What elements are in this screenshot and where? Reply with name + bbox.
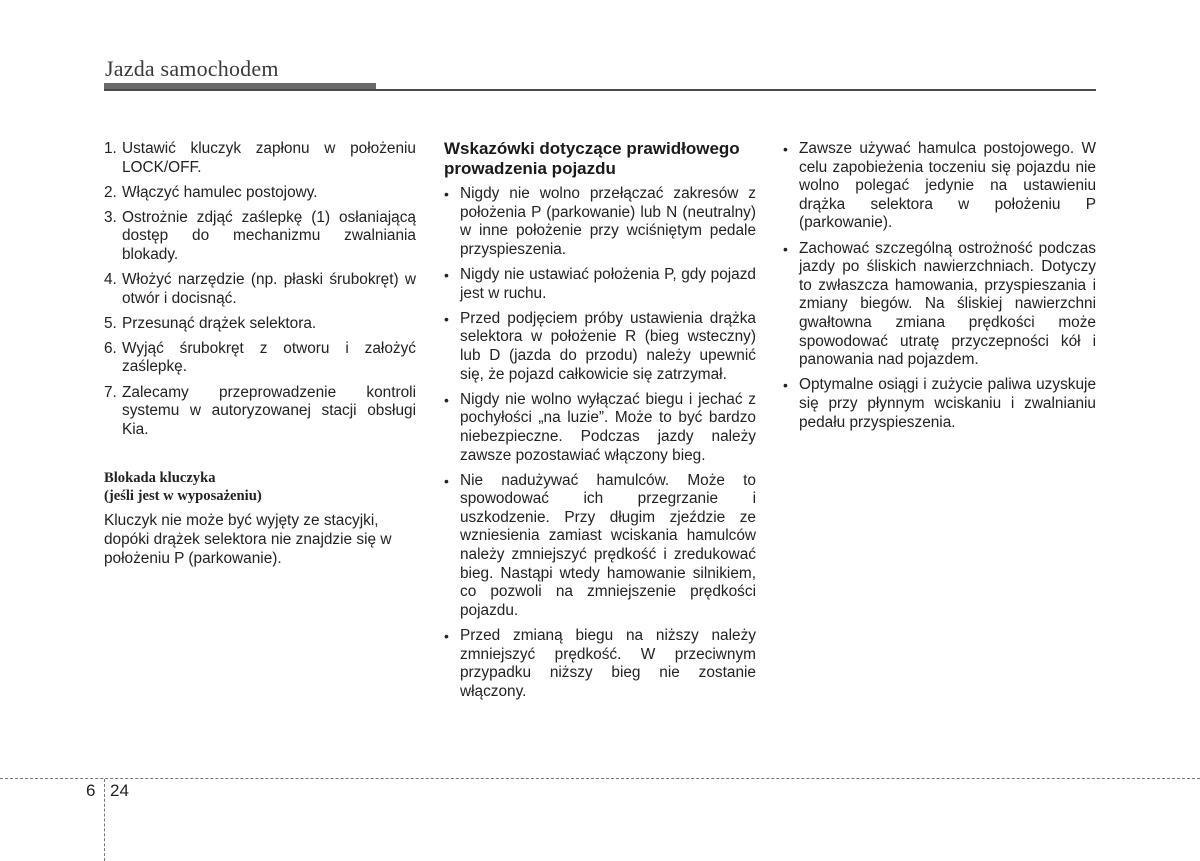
step-item (104, 209, 416, 265)
list-item-text: Nie nadużywać hamulców. Może to spowodować ich przegrzanie i uszkodzenie. Przy długim zjeździe ze wzniesienia zamiast wciskania hamulców należy zmniejszyć prędkość i zredukować bieg. Nastąpi wtedy hamowanie silnikiem, co pozwoli na zmniejszenie prędkości pojazdu. (460, 471, 756, 619)
step-number: 1. (104, 140, 117, 157)
driving-tips-list (444, 185, 756, 701)
list-item-text: Zawsze używać hamulca postojowego. W celu zapobieżenia toczeniu się pojazdu nie wolno polegać jedynie na ustawieniu drążka selektora w położeniu P (parkowanie). (799, 140, 1096, 232)
list-item-text: Nigdy nie ustawiać położenia P, gdy pojazd jest w ruchu. (460, 265, 756, 302)
header-rule (104, 89, 1096, 91)
step-text: Włączyć hamulec postojowy. (122, 183, 318, 201)
bullet-icon: • (783, 377, 788, 394)
subheading-line: (jeśli jest w wyposażeniu) (104, 488, 262, 505)
step-item (104, 184, 416, 203)
list-item (444, 391, 756, 465)
list-item (444, 310, 756, 384)
page-number: 24 (110, 781, 129, 800)
list-item-text: Przed zmianą biegu na niższy należy zmniejszyć prędkość. W przeciwnym przypadku niższy bieg nie zostanie włączony. (460, 627, 756, 700)
step-number: 3. (104, 208, 117, 226)
list-item (444, 266, 756, 303)
subheading-line: Blokada kluczyka (104, 470, 216, 487)
procedure-steps (104, 140, 416, 439)
middle-column (444, 140, 756, 708)
step-number: 2. (104, 183, 117, 201)
section-heading: Wskazówki dotyczące prawidłowego prowadzenia pojazdu (444, 139, 740, 178)
bullet-icon: • (783, 240, 788, 257)
key-lock-paragraph: Kluczyk nie może być wyjęty ze stacyjki, dopóki drążek selektora nie znajdzie się w położeniu P (parkowanie). (104, 512, 392, 567)
list-item-text: Zachować szczególną ostrożność podczas jazdy po śliskich nawierzchniach. Dotyczy to zwłaszcza hamowania, przyspieszania i zmiany biegów. Na śliskiej nawierzchni gwałtowna zmiana prędkości może spowodować utratę przyczepności kół i panowania nad pojazdem. (799, 239, 1096, 369)
footer-divider (0, 778, 1200, 779)
list-item-text: Przed podjęciem próby ustawienia drążka selektora w położenie R (bieg wsteczny) lub D (jazda do przodu) należy upewnić się, że pojazd całkowicie się zatrzymał. (460, 309, 756, 383)
list-item (783, 376, 1096, 432)
list-item (444, 472, 756, 621)
key-lock-subheading (104, 469, 416, 505)
bullet-icon: • (783, 141, 788, 157)
bullet-icon: • (444, 628, 449, 645)
list-item (783, 140, 1096, 233)
step-text: Włożyć narzędzie (np. płaski śrubokręt) w otwór i docisnąć. (122, 271, 416, 307)
step-text: Ostrożnie zdjąć zaślepkę (1) osłaniającą dostęp do mechanizmu zwalniania blokady. (122, 208, 416, 263)
step-item (104, 340, 416, 377)
list-item (444, 185, 756, 259)
step-item (104, 271, 416, 308)
list-item-text: Optymalne osiągi i zużycie paliwa uzyskuje się przy płynnym wciskaniu i zwalnianiu pedału przyspieszenia. (799, 376, 1096, 431)
step-number: 6. (104, 339, 117, 357)
right-column (783, 140, 1096, 439)
bullet-icon: • (444, 391, 449, 408)
list-item (783, 240, 1096, 370)
step-text: Wyjąć śrubokręt z otworu i założyć zaślepkę. (122, 339, 416, 376)
step-text: Przesunąć drążek selektora. (122, 314, 317, 332)
step-number: 5. (104, 314, 117, 332)
step-item (104, 384, 416, 440)
bullet-icon: • (444, 186, 449, 202)
bullet-icon: • (444, 310, 449, 327)
bullet-icon: • (444, 266, 449, 283)
step-item (104, 315, 416, 334)
driving-tips-list-continued (783, 140, 1096, 432)
step-number: 4. (104, 271, 117, 289)
footer-vertical-divider (104, 779, 105, 861)
list-item-text: Nigdy nie wolno przełączać zakresów z położenia P (parkowanie) lub N (neutralny) w inne położenie przy wciśniętym pedale przyspieszenia. (460, 185, 756, 258)
chapter-number: 6 (86, 781, 96, 800)
list-item (444, 627, 756, 701)
list-item-text: Nigdy nie wolno wyłączać biegu i jechać z pochyłości „na luzie”. Może to być bardzo niebezpieczne. Podczas jazdy należy zawsze pozostawiać włączony bieg. (460, 390, 756, 464)
bullet-icon: • (444, 472, 449, 489)
left-column (104, 140, 416, 568)
step-item (104, 140, 416, 177)
step-text: Ustawić kluczyk zapłonu w położeniu LOCK/OFF. (122, 140, 416, 176)
step-text: Zalecamy przeprowadzenie kontroli systemu w autoryzowanej stacji obsługi Kia. (122, 383, 416, 438)
step-number: 7. (104, 383, 117, 401)
page-header-title: Jazda samochodem (105, 56, 279, 81)
